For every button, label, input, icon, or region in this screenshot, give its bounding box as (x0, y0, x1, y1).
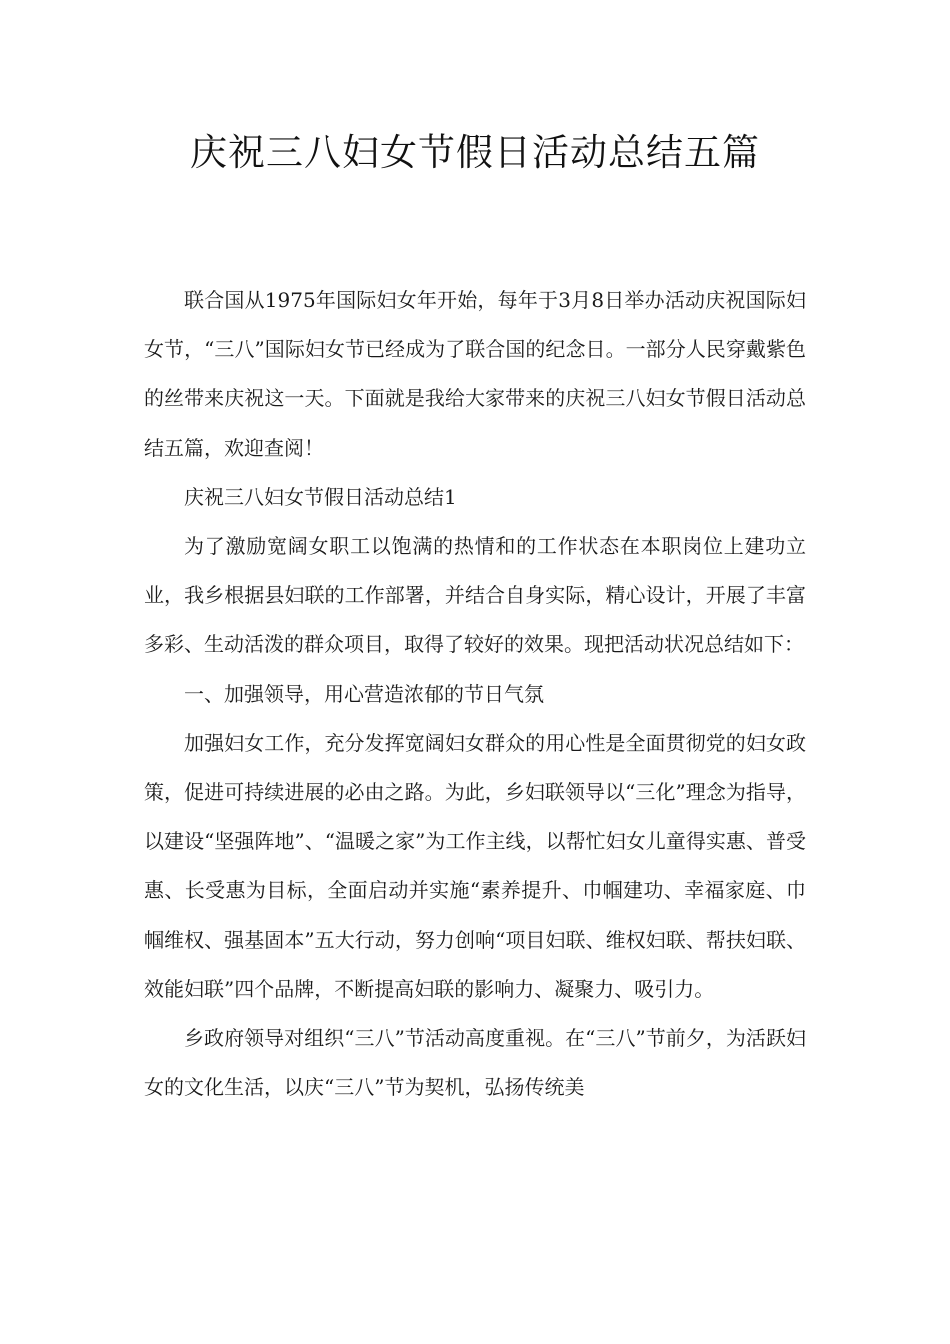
paragraph-government: 乡政府领导对组织“三八”节活动高度重视。在“三八”节前夕，为活跃妇女的文化生活，以庆“三八”节为契机，弘扬传统美 (144, 1026, 806, 1100)
section-heading-summary-1: 庆祝三八妇女节假日活动总结1 (184, 484, 457, 509)
paragraph-summary-1-intro: 为了激励宽阔女职工以饱满的热情和的工作状态在本职岗位上建功立业，我乡根据县妇联的工作部署，并结合自身实际，精心设计，开展了丰富多彩、生动活泼的群众项目，取得了较好的效果。现把活动状况总结如下： (144, 534, 806, 657)
subsection-heading-leadership: 一、加强领导，用心营造浓郁的节日气氛 (184, 681, 544, 706)
document-title: 庆祝三八妇女节假日活动总结五篇 (190, 131, 760, 174)
paragraph-intro: 联合国从1975年国际妇女年开始，每年于3月8日举办活动庆祝国际妇女节，“三八”国际妇女节已经成为了联合国的纪念日。一部分人民穿戴紫色的丝带来庆祝这一天。下面就是我给大家带来的庆祝三八妇女节假日活动总结五篇，欢迎查阅！ (144, 288, 806, 460)
paragraph-leadership: 加强妇女工作，充分发挥宽阔妇女群众的用心性是全面贯彻党的妇女政策，促进可持续进展的必由之路。为此，乡妇联领导以“三化”理念为指导，以建设“坚强阵地”、“温暖之家”为工作主线，以帮忙妇女儿童得实惠、普受惠、长受惠为目标，全面启动并实施“素养提升、巾帼建功、幸福家庭、巾帼维权、强基固本”五大行动，努力创响“项目妇联、维权妇联、帮扶妇联、效能妇联”四个品牌，不断提高妇联的影响力、凝聚力、吸引力。 (144, 730, 806, 1001)
document-body (144, 276, 806, 1112)
